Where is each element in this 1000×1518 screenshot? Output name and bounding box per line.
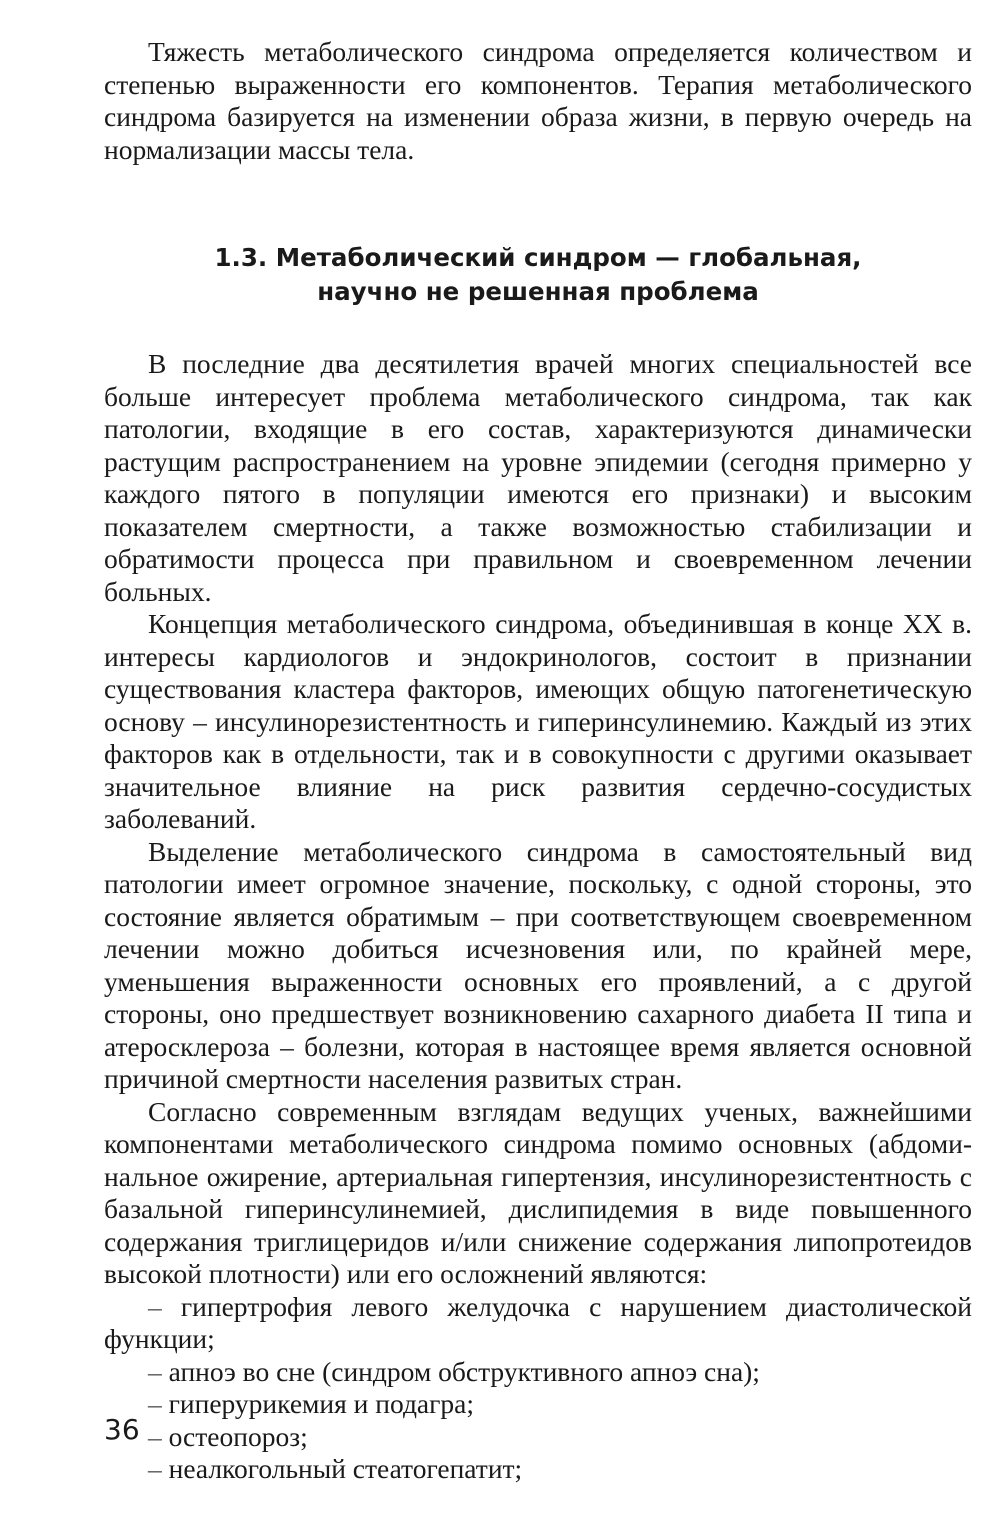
section-heading-line-1: 1.3. Метаболический синдром — глобальная,: [214, 243, 862, 272]
list-dash: –: [148, 1453, 162, 1484]
list-dash: –: [148, 1388, 162, 1419]
list-item: [104, 1356, 972, 1389]
list-item: [104, 1388, 972, 1421]
list-item: [104, 1291, 972, 1356]
list-item-text: гиперурикемия и подагра;: [168, 1388, 475, 1419]
page-number: 36: [104, 1413, 140, 1446]
list-item: [104, 1421, 972, 1454]
component-list: [104, 1291, 972, 1486]
paragraph-3: Выделение метаболического синдрома в самостоятельный вид патологии имеет огромное значение, поскольку, с одной стороны, это состояние является обратимым – при соответствующем своевременном лечении можно добиться исчезновения или, по крайней мере, уменьшения выраженности основных его проявлений, а с другой стороны, оно предшествует возникновению сахарного диабета II типа и атеросклероза – болезни, которая в настоящее время является основной причиной смертности населения развитых стран.: [104, 835, 972, 1094]
paragraph-2: Концепция метаболического синдрома, объединившая в конце XX в. интересы кардиологов и эндокринологов, состоит в признании существования кластера факторов, имеющих общую патогенетическую основу – инсулинорезистентность и гиперинсулинемию. Каждый из этих факторов как в отдельности, так и в совокупности с другими оказывает значительное влияние на риск развития сердечно-сосудистых заболеваний.: [104, 608, 972, 834]
list-item-text: гипертрофия левого желудочка с нарушением диастолической функции;: [104, 1290, 972, 1354]
list-dash: –: [148, 1420, 162, 1452]
list-item-text: апноэ во сне (синдром обструктивного апноэ сна);: [168, 1355, 760, 1387]
paragraph-1: В последние два десятилетия врачей многих специальностей все больше интересует проблема метаболического синдрома, так как патологии, входящие в его состав, характеризуются динамически растущим распространением на уровне эпидемии (сегодня примерно у каждого пятого в популяции имеются его признаки) и высоким показателем смертности, а также возможностью стабилизации и обратимости процесса при правильном и своевременном лечении больных.: [104, 348, 972, 607]
list-dash: –: [148, 1355, 162, 1387]
intro-paragraph: Тяжесть метаболического синдрома определяется количеством и степенью выраженности его компонентов. Терапия метаболического синдрома базируется на изменении образа жизни, в первую очередь на нормализации массы тела.: [104, 36, 972, 165]
paragraph-4: Согласно современным взглядам ведущих ученых, важнейшими компонентами метаболического синдрома помимо основных (абдоминальное ожирение, артериальная гипертензия, инсулинорезистентность с базальной гиперинсулинемией, дислипидемия в виде повышенного содержания триглицеридов и/или снижение содержания липопротеидов высокой плотности) или его осложнений являются:: [104, 1095, 972, 1289]
list-dash: –: [148, 1290, 162, 1322]
list-item: [104, 1453, 972, 1486]
list-item-text: остеопороз;: [168, 1420, 308, 1452]
list-item-text: неалкогольный стеатогепатит;: [168, 1453, 523, 1484]
section-heading: [104, 241, 972, 309]
page-content: [104, 36, 972, 1486]
section-heading-line-2: научно не решенная проблема: [317, 277, 759, 306]
